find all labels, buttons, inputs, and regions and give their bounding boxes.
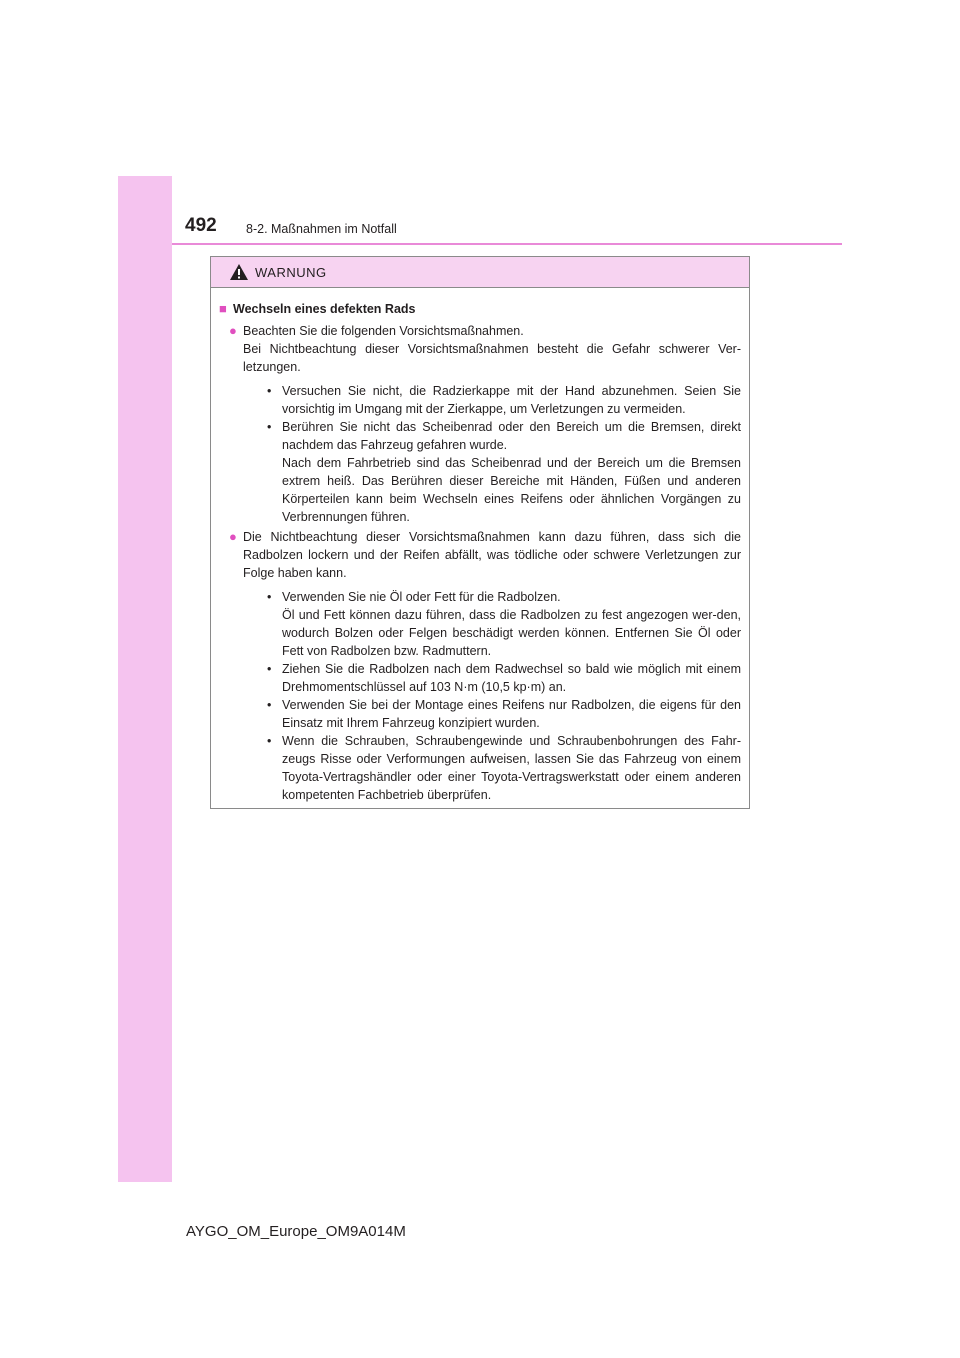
warning-title: WARNUNG xyxy=(255,264,327,280)
page-number: 492 xyxy=(185,215,217,236)
sub-item-text: Öl und Fett können dazu führen, dass die Radbolzen zu fest angezogen wer-den, wodurch Bolzen oder Felgen beschädigt werden können. Entfernen Sie Öl oder Fett von Radbolzen bzw. Radmuttern. xyxy=(282,608,741,658)
warning-triangle-icon xyxy=(229,263,249,281)
sub-item-text: Ziehen Sie die Radbolzen nach dem Radwechsel so bald wie möglich mit einem Drehmomentschlüssel auf 103 N·m (10,5 kp·m) an. xyxy=(282,662,741,694)
sub-list xyxy=(267,382,741,526)
sub-list-item xyxy=(267,732,741,804)
footer-document-code: AYGO_OM_Europe_OM9A014M xyxy=(186,1223,406,1240)
section-title: 8-2. Maßnahmen im Notfall xyxy=(246,222,397,236)
circle-bullet-icon: ● xyxy=(229,529,237,544)
item-text-line: Beachten Sie die folgenden Vorsichtsmaßnahmen. xyxy=(243,324,524,338)
item-text-line: Bei Nichtbeachtung dieser Vorsichtsmaßnahmen besteht die Gefahr schwerer Ver-letzungen. xyxy=(243,342,741,374)
sub-item-text: Verwenden Sie nie Öl oder Fett für die Radbolzen. xyxy=(282,590,561,604)
warning-item xyxy=(229,322,741,528)
sub-list-item xyxy=(267,382,741,418)
sub-item-text: Berühren Sie nicht das Scheibenrad oder den Bereich um die Bremsen, direkt nachdem das Fahrzeug gefahren wurde. xyxy=(282,420,741,452)
sub-list-item xyxy=(267,588,741,660)
dot-bullet-icon: • xyxy=(267,662,272,676)
sub-item-text: Versuchen Sie nicht, die Radzierkappe mit der Hand abzunehmen. Seien Sie vorsichtig im Umgang mit der Zierkappe, um Verletzungen zu vermeiden. xyxy=(282,384,741,416)
sub-item-text: Verwenden Sie bei der Montage eines Reifens nur Radbolzen, die eigens für den Einsatz mit Ihrem Fahrzeug konzipiert wurden. xyxy=(282,698,741,730)
warning-header xyxy=(211,257,749,288)
warning-box xyxy=(210,256,750,809)
sub-item-text: Wenn die Schrauben, Schraubengewinde und Schraubenbohrungen des Fahr-zeugs Risse oder Verformungen aufweisen, lassen Sie das Fahrzeug von einem Toyota-Vertragshändler oder einer Toyota-Vertragswerkstatt oder einem anderen kompetenten Fachbetrieb überprüfen. xyxy=(282,734,741,802)
sub-list xyxy=(267,588,741,804)
sub-list-item xyxy=(267,418,741,526)
warning-item xyxy=(229,528,741,806)
square-bullet-icon: ■ xyxy=(219,301,227,316)
dot-bullet-icon: • xyxy=(267,420,272,434)
sub-item-text: Nach dem Fahrbetrieb sind das Scheibenrad und der Bereich um die Bremsen extrem heiß. Das Berühren dieser Bereiche mit Händen, Füßen und anderen Körperteilen kann beim Wechseln eines Reifens oder ähnlichen Vorgängen zu Verbrennungen führen. xyxy=(282,456,741,524)
item-text-line: Die Nichtbeachtung dieser Vorsichtsmaßnahmen kann dazu führen, dass sich die Radbolzen lockern und der Reifen abfällt, was tödliche oder schwere Verletzungen zur Folge haben kann. xyxy=(243,530,741,580)
dot-bullet-icon: • xyxy=(267,698,272,712)
dot-bullet-icon: • xyxy=(267,734,272,748)
dot-bullet-icon: • xyxy=(267,590,272,604)
sub-list-item xyxy=(267,696,741,732)
header-rule xyxy=(172,243,842,245)
warning-body xyxy=(211,288,749,806)
dot-bullet-icon: • xyxy=(267,384,272,398)
warning-heading-text: Wechseln eines defekten Rads xyxy=(233,302,416,316)
warning-heading xyxy=(219,300,741,318)
sub-list-item xyxy=(267,660,741,696)
circle-bullet-icon: ● xyxy=(229,323,237,338)
side-color-band xyxy=(118,176,172,1182)
